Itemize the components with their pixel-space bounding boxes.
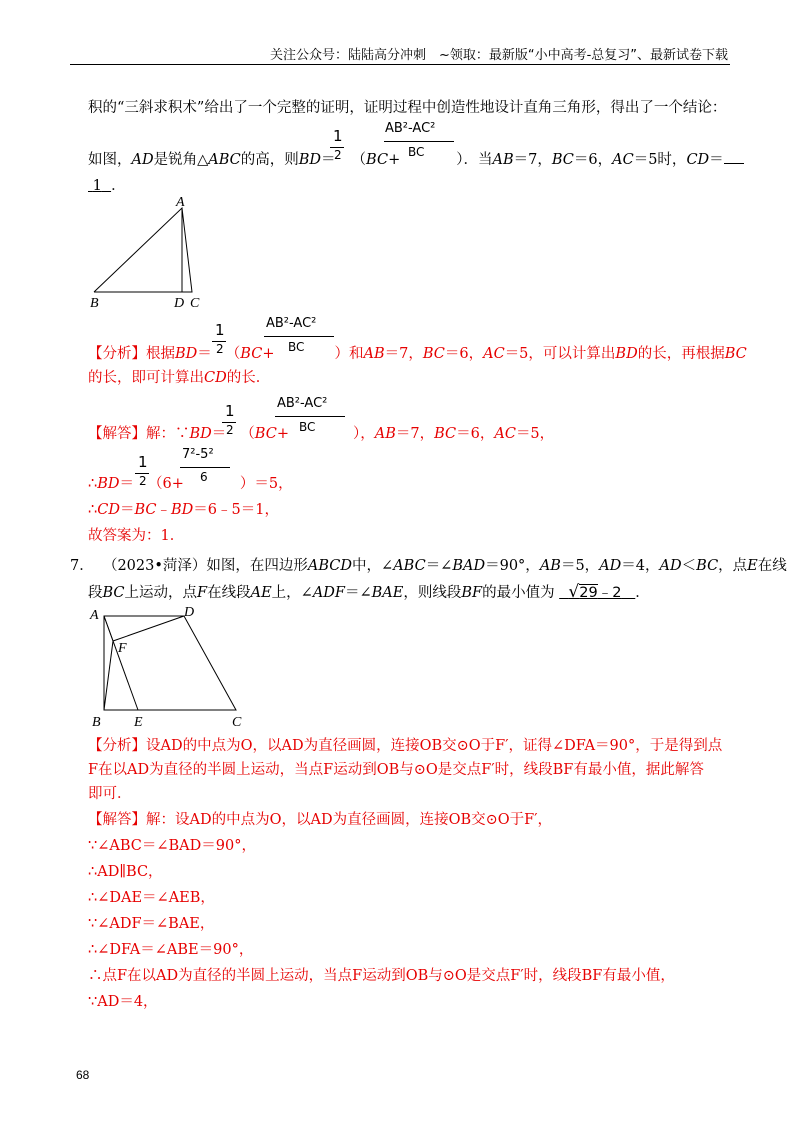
fenxi-line-1: 【分析】根据BD＝ （BC+ ）和AB＝7，BC＝6，AC＝5，可以计算出BD的长，再根据BC xyxy=(88,346,747,362)
q7-line-1: 7． （2023•菏泽）如图，在四边形ABCD中，∠ABC＝∠BAD＝90°，AB＝5，AD＝4，AD＜BC，点E在线 xyxy=(70,558,787,574)
jd7-line-6: ∴∠DFA＝∠ABE＝90°， xyxy=(88,942,254,958)
jieda-line-3: ∴CD＝BC﹣BD＝6﹣5＝1， xyxy=(88,502,279,518)
fig1-label-c: C xyxy=(190,296,200,311)
page-number: 68 xyxy=(76,1068,90,1082)
q7-line-2: 段BC上运动，点F在线段AE上，∠ADF＝∠BAE，则线段BF的最小值为 √29﹣2 ． xyxy=(88,582,650,602)
header-rule xyxy=(70,64,730,65)
triangle-figure xyxy=(86,196,216,312)
page-header: 关注公众号：陆陆高分冲刺 ~领取：最新版“小中高考-总复习”、最新试卷下载 xyxy=(269,48,728,63)
frac-ab-bot: BC xyxy=(408,145,425,159)
frac-ab-top: AB²-AC² xyxy=(385,121,436,136)
frac-half-top: 1 xyxy=(333,127,343,145)
jd7-line-4: ∴∠DAE＝∠AEB， xyxy=(88,890,215,906)
jieda-frac-ab-bar xyxy=(275,416,345,417)
jieda-frac-half-top: 1 xyxy=(225,402,235,420)
fx7-line-3: 即可． xyxy=(88,786,132,802)
fx7-line-2: F在以AD为直径的半圆上运动，当点F运动到OB与⊙O是交点F′时，线段BF有最小值，据此解答 xyxy=(88,762,704,778)
fig2-label-b: B xyxy=(92,715,101,730)
fenxi-frac-ab-top: AB²-AC² xyxy=(266,316,317,331)
fig2-label-c: C xyxy=(232,715,242,730)
fig2-label-e: E xyxy=(134,715,143,730)
jd7-line-1: 【解答】解：设AD的中点为O，以AD为直径画圆，连接OB交⊙O于F′， xyxy=(88,812,553,828)
jd2-frac-num-top: 7²-5² xyxy=(182,447,214,462)
fenxi-frac-ab-bar xyxy=(264,336,334,337)
jd2-frac-num-bot: 6 xyxy=(200,470,208,484)
answer-sqrt: 29 xyxy=(579,585,598,601)
fig1-label-b: B xyxy=(90,296,99,311)
jieda-frac-ab-top: AB²-AC² xyxy=(277,396,328,411)
fig1-label-a: A xyxy=(176,196,185,210)
fig2-label-f: F xyxy=(118,641,127,656)
fig2-label-a: A xyxy=(90,608,99,623)
text-line-2: 如图，AD是锐角△ABC的高，则BD＝ （BC+ ）．当AB＝7，BC＝6，AC＝5时，CD＝ xyxy=(88,150,744,170)
quadrilateral-figure xyxy=(86,604,256,732)
text-line-3: 1 ． xyxy=(92,178,126,194)
fx7-line-1: 【分析】设AD的中点为O，以AD为直径画圆，连接OB交⊙O于F′，证得∠DFA＝90°，于是得到点 xyxy=(88,738,723,754)
fig1-label-d: D xyxy=(174,296,185,311)
fenxi-line-2: 的长，即可计算出CD的长． xyxy=(88,370,271,386)
text-line-1: 积的“三斜求积术”给出了一个完整的证明，证明过程中创造性地设计直角三角形，得出了一个结论： xyxy=(88,100,727,116)
jd7-line-7: ∴点F在以AD为直径的半圆上运动，当点F运动到OB与⊙O是交点F′时，线段BF有最小值， xyxy=(88,968,675,984)
fenxi-frac-half-bot: 2 xyxy=(216,342,224,356)
jd7-line-8: ∵AD＝4， xyxy=(88,994,158,1010)
frac-ab-bar xyxy=(384,141,454,142)
jieda-line-4: 故答案为：1． xyxy=(88,528,185,544)
fenxi-frac-ab-bot: BC xyxy=(288,340,305,354)
jieda-line-1: 【解答】解：∵BD＝ （BC+ ），AB＝7，BC＝6，AC＝5， xyxy=(88,426,555,442)
answer-rest: ﹣2 xyxy=(597,585,622,601)
jieda-frac-half-bot: 2 xyxy=(226,423,234,437)
fenxi-frac-half-top: 1 xyxy=(215,321,225,339)
jd7-line-2: ∵∠ABC＝∠BAD＝90°， xyxy=(88,838,256,854)
jd2-frac-half-bot: 2 xyxy=(139,474,147,488)
fig2-label-d: D xyxy=(184,605,195,620)
jd2-frac-half-top: 1 xyxy=(138,453,148,471)
jd7-line-5: ∵∠ADF＝∠BAE， xyxy=(88,916,215,932)
jieda-frac-ab-bot: BC xyxy=(299,420,316,434)
jd2-frac-num-bar xyxy=(180,467,230,468)
frac-half-bot: 2 xyxy=(334,148,342,162)
jd7-line-3: ∴AD∥BC， xyxy=(88,864,163,880)
jieda-line-2: ∴BD＝ （6+ ）＝5， xyxy=(88,476,293,492)
